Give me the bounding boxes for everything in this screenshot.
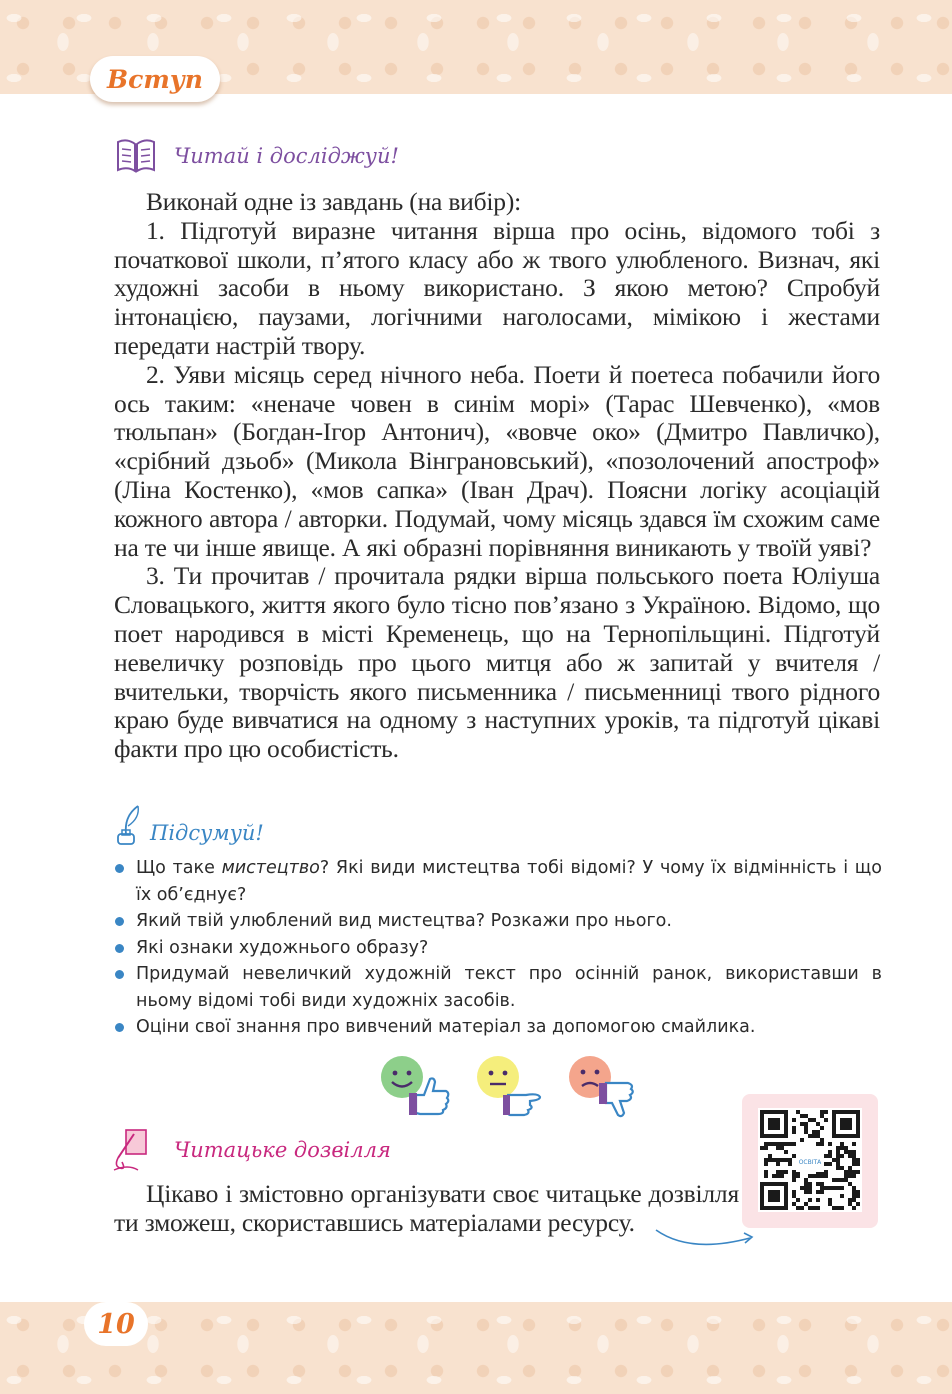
qr-code[interactable] bbox=[742, 1094, 878, 1228]
sad-thumbs-down-icon[interactable] bbox=[569, 1056, 633, 1116]
bullet-dot bbox=[115, 1023, 124, 1032]
read-explore-heading bbox=[114, 136, 399, 176]
curved-arrow-icon bbox=[650, 1226, 760, 1256]
read-explore-title: Читай і досліджуй! bbox=[174, 144, 399, 168]
list-item bbox=[114, 855, 882, 908]
read-explore-intro: Виконай одне із завдань (на вибір): bbox=[146, 187, 521, 216]
summary-title: Підсумуй! bbox=[150, 821, 264, 845]
task-2: 2. Уяви місяць серед нічного неба. Поети й поетеса побачили його ось таким: «неначе човен в синім морі» (Тарас Шевченко), «мов тюльпан» (Богдан-Ігор Антонич), «вовче око» (Дмитро Павличко), «срібний дзьоб» (Микола Вінграновський), «позолочений апостроф» (Ліна Костенко), «мов сапка» (Іван Драч). Поясни логіку асоціацій кожного автора / авторки. Подумай, чому місяць здався їм схожим саме на те чи інше явище. А які образні порівняння виникають у твоїй уяві? bbox=[114, 359, 880, 562]
neutral-pointing-icon[interactable] bbox=[477, 1056, 540, 1115]
list-item bbox=[114, 1014, 882, 1041]
page-number-badge bbox=[84, 1302, 148, 1346]
list-item-text: Які ознаки художнього образу? bbox=[136, 937, 429, 958]
bullet-dot bbox=[115, 864, 124, 873]
summary-heading bbox=[114, 804, 264, 848]
bullet-dot bbox=[115, 917, 124, 926]
read-explore-text bbox=[114, 188, 880, 764]
section-tab bbox=[90, 56, 220, 102]
reader-leisure-title: Читацьке дозвілля bbox=[174, 1138, 391, 1162]
qr-code-panel[interactable] bbox=[742, 1094, 878, 1228]
list-item-text: Що таке bbox=[136, 858, 222, 878]
section-tab-label: Вступ bbox=[107, 64, 203, 94]
reader-leisure-heading bbox=[112, 1128, 391, 1172]
pen-note-icon bbox=[112, 1128, 152, 1172]
list-item-text: Придумай невеличкий художній текст про осінній ранок, використавши в ньому відомі тобі види художніх засобів. bbox=[136, 964, 882, 1011]
qr-center-label: ОСВІТА bbox=[798, 1159, 822, 1166]
happy-thumbs-up-icon[interactable] bbox=[381, 1056, 448, 1115]
self-assessment-smileys bbox=[380, 1055, 650, 1120]
bullet-dot bbox=[115, 944, 124, 953]
list-item bbox=[114, 935, 882, 962]
list-item-emphasis: мистецтво bbox=[221, 858, 320, 878]
reader-leisure-text-block bbox=[114, 1180, 739, 1238]
task-1: 1. Підготуй виразне читання вірша про осінь, відомого тобі з початкової школи, п’ятого класу або ж твого улюбленого. Визнач, які художні засоби в ньому використано. З якою метою? Спробуй інтонацією, паузами, логічними наголосами, мімікою і жестами передати настрій твору. bbox=[114, 215, 880, 360]
list-item bbox=[114, 908, 882, 935]
list-item-text: Оціни свої знання про вивчений матеріал за допомогою смайлика. bbox=[136, 1017, 756, 1037]
page-number: 10 bbox=[97, 1308, 135, 1340]
task-3: 3. Ти прочитав / прочитала рядки вірша польського поета Юліуша Словацького, життя якого було тісно пов’язано з Україною. Відомо, що поет народився в місті Кременець, що на Тернопільщині. Підготуй невеличку розповідь про цього митця або ж запитай у вчителя / вчительки, творчість якого письменника / письменниці твого рідного краю буде вивчатися на одному з наступних уроків, та підготуй цікаві факти про цю особистість. bbox=[114, 561, 880, 764]
reader-leisure-text: Цікаво і змістовно організувати своє читацьке дозвілля ти зможеш, скориставшись матеріалами ресурсу. bbox=[114, 1179, 739, 1237]
list-item-text: ? Які види мистецтва тобі відомі? У чому їх відмінність і що їх об’єднує? bbox=[136, 858, 882, 905]
bullet-dot bbox=[115, 970, 124, 979]
summary-list bbox=[114, 855, 882, 1041]
inkwell-quill-icon bbox=[114, 804, 144, 848]
list-item-text: Який твій улюблений вид мистецтва? Розкажи про нього. bbox=[136, 911, 672, 931]
open-book-icon bbox=[114, 136, 158, 176]
list-item bbox=[114, 961, 882, 1014]
